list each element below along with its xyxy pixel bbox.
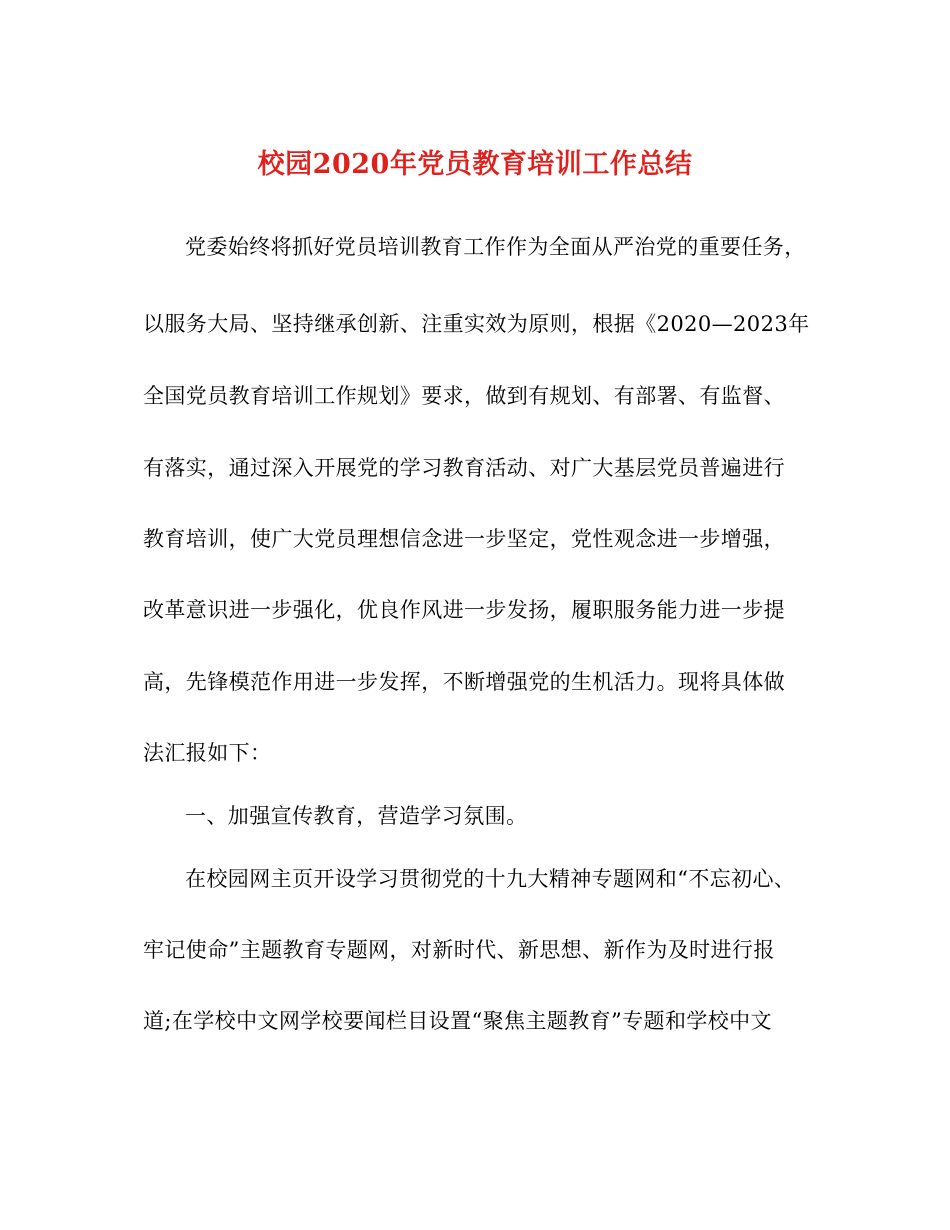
paragraph-line-10: 牢记使命”主题教育专题网，对新时代、新思想、新作为及时进行报 bbox=[143, 938, 775, 962]
paragraph-line-7: 高，先锋模范作用进一步发挥，不断增强党的生机活力。现将具体做 bbox=[143, 670, 785, 694]
paragraph-line-9: 在校园网主页开设学习贯彻党的十九大精神专题网和“不忘初心、 bbox=[185, 867, 796, 891]
paragraph-line-6: 改革意识进一步强化，优良作风进一步发扬，履职服务能力进一步提 bbox=[143, 598, 785, 622]
section-heading-1: 一、加强宣传教育，营造学习氛围。 bbox=[185, 804, 528, 828]
paragraph-line-4: 有落实，通过深入开展党的学习教育活动、对广大基层党员普遍进行 bbox=[143, 456, 785, 480]
paragraph-line-2: 以服务大局、坚持继承创新、注重实效为原则，根据《2020—2023年 bbox=[143, 312, 810, 336]
paragraph-line-1: 党委始终将抓好党员培训教育工作作为全面从严治党的重要任务， bbox=[185, 235, 806, 259]
document-title: 校园2020年党员教育培训工作总结 bbox=[257, 149, 693, 180]
paragraph-line-8: 法汇报如下： bbox=[143, 741, 272, 765]
paragraph-line-11: 道;在学校中文网学校要闻栏目设置“聚焦主题教育”专题和学校中文 bbox=[143, 1009, 772, 1033]
paragraph-line-5: 教育培训，使广大党员理想信念进一步坚定，党性观念进一步增强， bbox=[143, 527, 785, 551]
paragraph-line-3: 全国党员教育培训工作规划》要求，做到有规划、有部署、有监督、 bbox=[143, 384, 785, 408]
